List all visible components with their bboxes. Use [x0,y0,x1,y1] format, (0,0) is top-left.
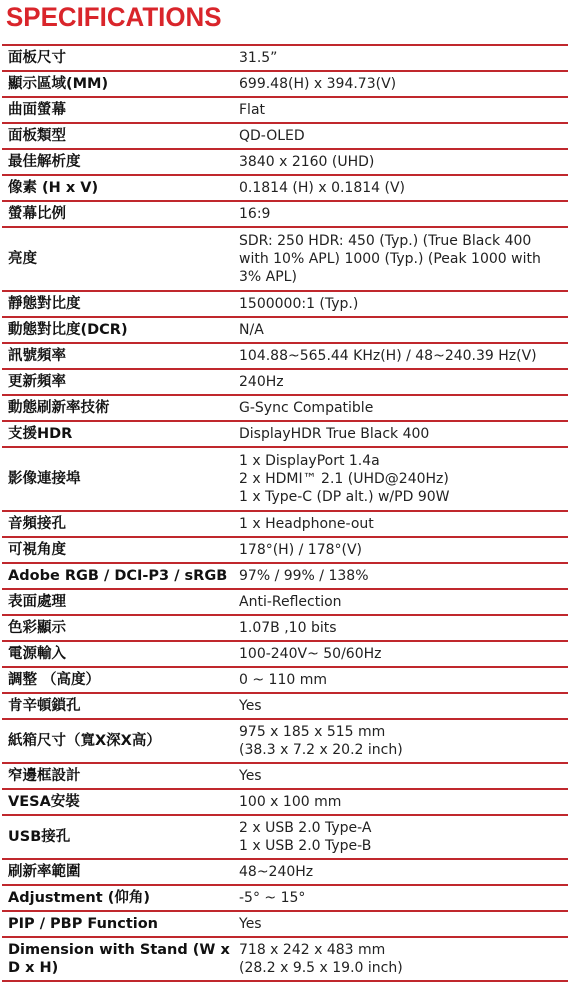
spec-row [2,396,568,422]
spec-value: 16:9 [239,206,271,222]
spec-value: G-Sync Compatible [239,400,374,416]
spec-row [2,292,568,318]
spec-value: Yes [239,768,262,784]
spec-label: 色彩顯示 [8,620,66,636]
spec-row [2,370,568,396]
spec-value: 48~240Hz [239,864,314,880]
spec-label: Adjustment (仰角) [8,890,150,906]
spec-value: 100 x 100 mm [239,794,342,810]
spec-value: Anti-Reflection [239,594,342,610]
spec-row [2,512,568,538]
spec-value: 699.48(H) x 394.73(V) [239,76,397,92]
spec-label: 面板尺寸 [8,50,66,66]
spec-row [2,98,568,124]
spec-row [2,860,568,886]
spec-row [2,912,568,938]
spec-value: 240Hz [239,374,284,390]
spec-label: 影像連接埠 [8,471,81,487]
spec-row [2,72,568,98]
spec-row [2,590,568,616]
spec-row [2,422,568,448]
spec-row [2,668,568,694]
spec-label: 像素 (H x V) [8,180,99,196]
spec-value: QD-OLED [239,128,305,144]
spec-label: 肯辛頓鎖孔 [8,698,81,714]
spec-row [2,564,568,590]
spec-label: PIP / PBP Function [8,916,159,932]
spec-value: 3840 x 2160 (UHD) [239,154,375,170]
page-title: SPECIFICATIONS [6,2,222,32]
spec-row [2,124,568,150]
spec-label: 音頻接孔 [8,516,66,532]
spec-value: N/A [239,322,264,338]
spec-row [2,318,568,344]
spec-row [2,344,568,370]
spec-value: 1 x Headphone-out [239,516,374,532]
spec-row [2,228,568,292]
spec-value: 104.88~565.44 KHz(H) / 48~240.39 Hz(V) [239,348,537,364]
spec-value: 1500000:1 (Typ.) [239,296,359,312]
spec-label: 表面處理 [8,594,66,610]
spec-label: 訊號頻率 [8,348,66,364]
spec-label: 更新頻率 [8,374,66,390]
spec-value: 0.1814 (H) x 0.1814 (V) [239,180,406,196]
spec-value: DisplayHDR True Black 400 [239,426,430,442]
spec-label: 支援HDR [8,426,73,442]
spec-row [2,642,568,668]
spec-label: 紙箱尺寸（寬X深X高） [8,733,161,749]
spec-row [2,790,568,816]
spec-row [2,886,568,912]
spec-value: 2 x USB 2.0 Type-A 1 x USB 2.0 Type-B [239,820,372,854]
spec-row [2,938,568,982]
spec-row [2,176,568,202]
spec-label: 靜態對比度 [8,296,81,312]
spec-label: 曲面螢幕 [8,102,66,118]
spec-value: 718 x 242 x 483 mm (28.2 x 9.5 x 19.0 inch) [239,942,403,976]
spec-label: 最佳解析度 [8,154,81,170]
spec-label: 面板類型 [8,128,66,144]
spec-row [2,720,568,764]
spec-label: USB接孔 [8,829,71,845]
spec-row [2,764,568,790]
spec-value: 100-240V~ 50/60Hz [239,646,382,662]
spec-value: 31.5” [239,50,278,66]
spec-value: 97% / 99% / 138% [239,568,369,584]
spec-label: 刷新率範圍 [8,864,81,880]
spec-row [2,150,568,176]
spec-label: 可視角度 [8,542,66,558]
spec-value: 178°(H) / 178°(V) [239,542,363,558]
spec-value: -5° ~ 15° [239,890,306,906]
spec-value: 1.07B ,10 bits [239,620,337,636]
spec-value: Flat [239,102,266,118]
spec-label: 亮度 [8,251,37,267]
spec-row [2,816,568,860]
spec-label: Dimension with Stand (W x D x H) [8,942,230,976]
spec-row [2,202,568,228]
spec-value: 1 x DisplayPort 1.4a 2 x HDMI™ 2.1 (UHD@240Hz) 1 x Type-C (DP alt.) w/PD 90W [239,453,450,505]
spec-value: Yes [239,916,262,932]
spec-table [2,44,568,982]
spec-value: SDR: 250 HDR: 450 (Typ.) (True Black 400 with 10% APL) 1000 (Typ.) (Peak 1000 with 3% APL) [239,233,541,285]
spec-row [2,448,568,512]
spec-label: VESA安裝 [8,794,80,810]
spec-row [2,694,568,720]
spec-row [2,46,568,72]
spec-row [2,538,568,564]
spec-label: 調整 （高度） [8,672,101,688]
spec-label: 電源輸入 [8,646,66,662]
spec-value: 0 ~ 110 mm [239,672,327,688]
spec-label: 動態對比度(DCR) [8,322,128,338]
spec-label: Adobe RGB / DCI-P3 / sRGB [8,568,228,584]
spec-value: Yes [239,698,262,714]
spec-value: 975 x 185 x 515 mm (38.3 x 7.2 x 20.2 inch) [239,724,403,758]
spec-label: 窄邊框設計 [8,768,81,784]
spec-label: 顯示區域(MM) [8,76,109,92]
spec-label: 動態刷新率技術 [8,400,110,416]
spec-row [2,616,568,642]
spec-label: 螢幕比例 [8,206,66,222]
